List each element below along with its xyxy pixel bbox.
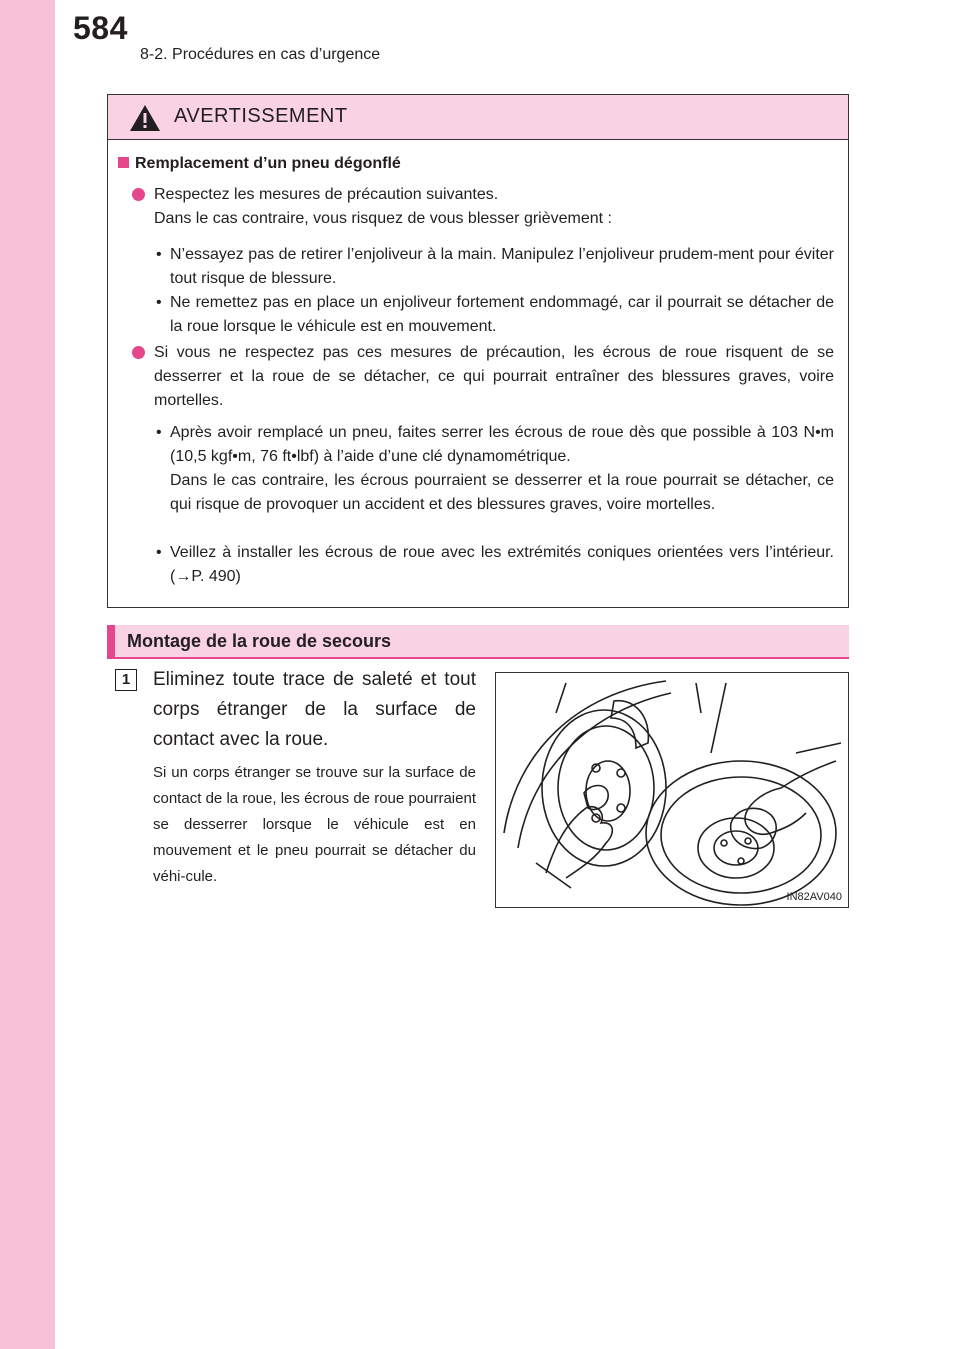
warning-triangle-icon [128, 103, 162, 133]
item1-bullet-1-text: N’essayez pas de retirer l’enjoliveur à la main. Manipulez l’enjoliveur prudem-ment pour éviter tout risque de blessure. [170, 246, 834, 287]
item1-bullet-2: • Ne remettez pas en place un enjoliveur fortement endommagé, car il pourrait se détacher de la roue lorsque le véhicule est en mouvement. [156, 291, 834, 339]
square-bullet-icon [118, 157, 129, 168]
warning-title: AVERTISSEMENT [174, 105, 348, 127]
step-number: 1 [115, 669, 137, 691]
step-instruction: Eliminez toute trace de saleté et tout corps étranger de la surface de contact avec la roue. [153, 669, 476, 750]
item2-bullet-1-line2: Dans le cas contraire, les écrous pourraient se desserrer et la roue pourrait se détacher, ce qui risque de provoquer un accident et des blessures graves, voire mortelles. [170, 472, 834, 513]
page-number: 584 [73, 10, 128, 46]
warning-header [108, 95, 848, 140]
warning-heading [118, 155, 401, 173]
section-header-bar [107, 625, 115, 657]
section-title: 8-2. Procédures en cas d’urgence [140, 46, 381, 63]
figure-code: IN82AV040 [786, 891, 842, 903]
circle-bullet-icon [132, 346, 145, 359]
page-header [55, 0, 960, 72]
side-color-band [0, 0, 55, 1349]
warning-box [107, 94, 849, 608]
section-header [107, 625, 849, 659]
item2-bullet-2: • Veillez à installer les écrous de roue avec les extrémités coniques orientées vers l’intérieur. (→P. 490) [156, 541, 834, 589]
item1-line1: Respectez les mesures de précaution suivantes. [154, 186, 499, 203]
warning-item-1 [132, 183, 834, 231]
circle-bullet-icon [132, 188, 145, 201]
warning-item-2 [132, 341, 834, 413]
item2-bullet-1: • Après avoir remplacé un pneu, faites serrer les écrous de roue dès que possible à 103 N•m (10,5 kgf•m, 76 ft•lbf) à l’aide d’une clé dynamométrique. Dans le cas contraire, les écrous pourraient se desserrer et la roue pourrait se détacher, ce qui risque de provoquer un accident et des blessures graves, voire mortelles. [156, 421, 834, 517]
item2-text: Si vous ne respectez pas ces mesures de précaution, les écrous de roue risquent de se desserrer et la roue de se détacher, ce qui pourrait entraîner des blessures graves, voire mortelles. [154, 344, 834, 409]
item2-bullet-2-text: Veillez à installer les écrous de roue avec les extrémités coniques orientées vers l’intérieur. (→P. 490) [170, 544, 834, 585]
section-header-title: Montage de la roue de secours [127, 631, 392, 651]
item1-line2: Dans le cas contraire, vous risquez de vous blesser grièvement : [154, 210, 612, 227]
step-detail: Si un corps étranger se trouve sur la surface de contact de la roue, les écrous de roue pourraient se desserrer lorsque le véhicule est en mouvement et le pneu pourrait se détacher du véhi-cule. [153, 764, 476, 885]
wheel-cleaning-illustration [495, 672, 849, 908]
illustration-drawing [496, 673, 849, 908]
item1-bullet-2-text: Ne remettez pas en place un enjoliveur fortement endommagé, car il pourrait se détacher de la roue lorsque le véhicule est en mouvement. [170, 294, 834, 335]
item1-bullet-1: • N’essayez pas de retirer l’enjoliveur à la main. Manipulez l’enjoliveur prudem-ment pour éviter tout risque de blessure. [156, 243, 834, 291]
warning-heading-text: Remplacement d’un pneu dégonflé [135, 155, 401, 172]
item2-bullet-1-line1: Après avoir remplacé un pneu, faites serrer les écrous de roue dès que possible à 103 N•m (10,5 kgf•m, 76 ft•lbf) à l’aide d’une clé dynamométrique. [170, 424, 834, 465]
